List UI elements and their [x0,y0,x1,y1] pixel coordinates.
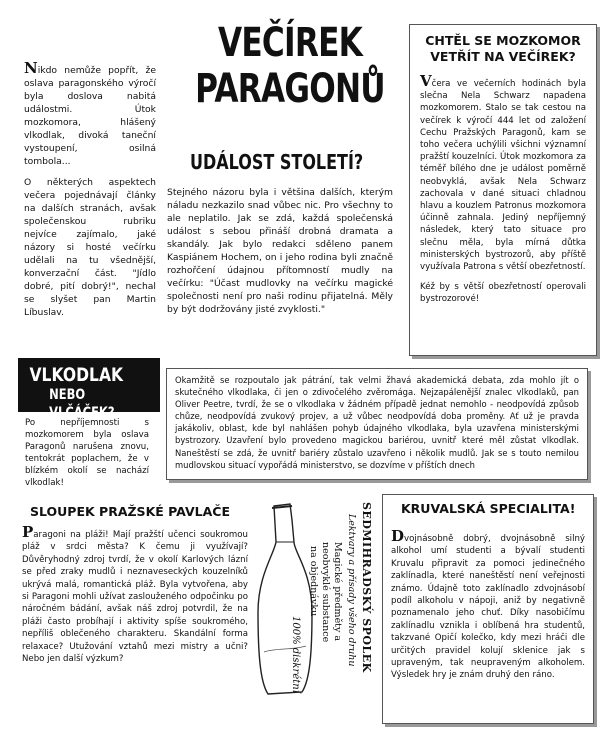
masthead [150,20,430,112]
column-body [22,523,248,665]
headline-line-2: PARAGONŮ [195,66,385,112]
werewolf-title-line-1: VLKODLAK [29,364,124,386]
kruval-title: KRUVALSKÁ SPECIALITA! [401,501,576,516]
dementor-title-line-2: VETŘÍT NA VEČÍREK? [430,49,576,64]
ad-line-3: neobvyklé substance [320,542,331,643]
dementor-title [410,33,596,65]
ad-shop-name: SEDMIHRADSKÝ SPOLEK [360,502,373,673]
dementor-article-box [409,24,597,356]
kruval-body [391,527,585,682]
werewolf-title [18,358,160,421]
dementor-paragraph-1: čera ve večerních hodinách byla slečna Nela Schwarz napadena mozkomorem. Stalo se tak cestou na večírek k výročí 444 let od založení Cechu Pražských Paragonů, kam se toho večera uchýlili všichni významní pražští kouzelníci. Útok mozkomora za téměř bílého dne je událost poměrně neobvyklá, avšak Nela Schwarz zachovala v dané situaci chladnou hlavu a kouzlem Patronus mozkomora účinně zahnala. Jediný nepříjemný následek, který tato situace pro slečnu měla, byla mírná důtka ministerských bystrozorů, aby příště využívala Patrona s větší obezřetností. [420,79,586,273]
lead-story-center [167,186,393,324]
dementor-body [420,72,586,306]
werewolf-title-line-2: NEBO VLČÁČEK? [49,387,115,421]
ad-line-2: Magické předměty a [332,542,343,642]
ad-line-1: Lektvary a přísady všeho druhu [346,514,357,667]
werewolf-left-text: Po nepříjemnosti s mozkomorem byla oslava Paragonů narušena znovu, tentokrát poplachem, že v blízkém okolí se nachází vlkodlak! [25,418,149,488]
lead-dropcap: N [24,59,38,77]
advertisement [250,498,380,720]
lead-paragraph-2: O některých aspektech večera pojednávají články na dalších stranách, avšak společenskou rubriku nejvíce zajímalo, jaké názory si hosté večírku udělali na tu všednější, konverzační část. "Jídlo dobré, pití dobrý!", nechal se slyšet pan Martin Líbuslav. [24,177,156,318]
kruval-dropcap: D [391,527,405,545]
lead-story-left [24,59,156,327]
lead-paragraph-1: ikdo nemůže popřít, že oslava paragonského výročí byla doslova nabitá událostmi. Útok mozkomora, hlášený vlkodlak, divoká taneční vystoupení, osilná tombola... [24,65,156,167]
ad-line-4: na objednávku [308,546,319,617]
headline-subtitle: UDÁLOST STOLETÍ? [190,150,364,174]
kruval-text: vojnásobně dobrý, dvojnásobně silný alkohol umí studenti a bývalí studenti Kruvalu připravit za pomoci jedinečného zaklínadla, které naneštěstí není veřejnosti známo. Údajně toto zaklínadlo zdvojnásobí podíl alkoholu v nápoji, aniž by negativně poznamenalo jeho chuť. Díky nasobičímu zaklínadlu vznikla i oblíbená hra studentů, takzvané Opičí kolečko, kdy mezi hráči dle určitých pravidel kolují sklenice jak s upraveným, tak neupraveným alkoholem. Výsledek hry je znám druhý den ráno. [391,534,585,681]
dementor-dropcap: V [420,72,432,90]
lead-center-paragraph: Stejného názoru byla i většina dalších, kterým náladu nezkazilo snad vůbec nic. Pro všechny to ale neplatilo. Jak se zdá, každá společenská událost s sebou přináší drobná dramata a skandály. Jak bylo redakci sděleno panem Kaspiánem Hochem, on i jeho rodina byli značně rozhořčení údajnou přítomností mudly na večírku: "Účast mudlovky na večírku magické společnosti není pro naši rodinu přijatelná. Měly by být dodržovány jisté zvyklosti." [167,187,393,315]
werewolf-article-box [166,368,588,480]
kruval-article-box [382,494,594,724]
werewolf-body: Okamžitě se rozpoutalo jak pátrání, tak velmi žhavá akademická debata, zda mohlo jít o skutečného vlkodlaka, či jen o zdivočelého zvěromága. Nejzapálenější znalec vlkodlaků, pan Oliver Peetre, tvrdí, že se o vlkodlaka v žádném případě jednat nemohlo - neodpovídá způsob chůze, neodpovídá zvukový projev, a už vůbec neodpovídá doba proměny. Ať už je pravda jakákoliv, oblast, kde byl nahlášen pohyb údajného vlkodlaka, byla uzavřena ministerskými bystrozory. Uzavření bylo provedeno magickou bariérou, uvnitř které měl zůstat vlkodlak. Naneštěstí se zdá, že uvnitř bariéry zůstalo uzavřeno i několik mudlů. Jak se s touto nemilou mudlovskou situací vypořádá ministerstvo, se dozvíme v příštích dnech [175,375,579,470]
dementor-paragraph-2: Kéž by s větší obezřetností operovali bystrozorové! [420,282,586,305]
dementor-title-line-1: CHTĚL SE MOZKOMOR [425,33,581,48]
column-text: aragoni na pláži! Mají pražští učenci soukromou pláž v srdci města? K čemu ji využívají? Důvěryhodný zdroj tvrdí, že v okolí Karlových lázní se před zraky mudlů i neznaveseckých kouzelníků ukrývá malá, romantická pláž. Byla vytvořena, aby si Paragoni mohli užívat zaslouženého odpočinku po náročném bádání, avšak náš zdroj potvrdil, že na pláži často probíhají i aktivity spíše soukromého, nepříliš oblečeného charakteru. Skandální forma relaxace? Utužování vztahů mezi mistry a učni? Nebo jen další výzkum? [22,530,248,665]
headline-line-1: VEČÍREK [217,20,363,66]
ad-line-5: 100% diskrétní [290,616,301,693]
column-dropcap: P [22,523,34,541]
column-title: SLOUPEK PRAŽSKÉ PAVLAČE [30,504,231,519]
